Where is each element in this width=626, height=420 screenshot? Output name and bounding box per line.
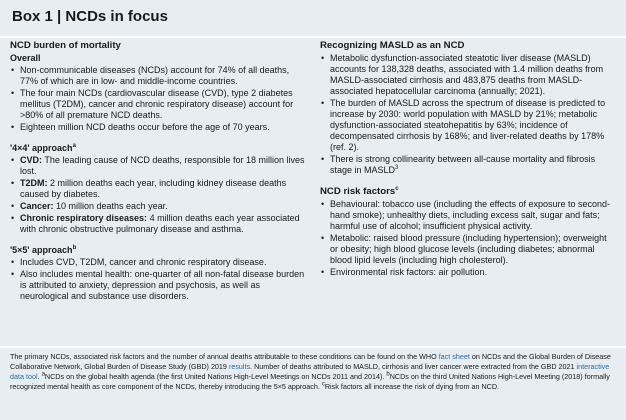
footnote-text: Risk factors all increase the risk of dying from an NCD.	[324, 382, 500, 391]
subhead-5x5-text: '5×5' approach	[10, 245, 73, 255]
subhead-4x4	[10, 143, 306, 154]
footnote-marker-a: a	[72, 143, 76, 149]
list-item: • Environmental risk factors: air pollution.	[330, 267, 616, 278]
item-text: 4 million deaths each year associated with chronic obstructive pulmonary disease and asthma.	[20, 213, 300, 234]
footnote-text: on NCDs and the Global Burden of Disease Collaborative Network, Global Burden of Disease Study (GBD) 2019	[10, 352, 611, 371]
box-label: Box 1	[12, 8, 53, 25]
footnote-text: NCDs on the third United Nations High-Level Meeting (2018) formally recognized mental health as core component of the NCDs, thereby introducing the 5×5 approach.	[10, 372, 610, 391]
item-text: The leading cause of NCD deaths, responsible for 18 million lives lost.	[20, 155, 305, 176]
box-footnote	[0, 346, 626, 420]
four-by-four-list	[10, 155, 306, 235]
list-item: • Non-communicable diseases (NCDs) account for 74% of all deaths, 77% of which are in low- and middle-income countries.	[20, 65, 306, 87]
footnote-text: The primary NCDs, associated risk factors and the number of annual deaths attributable to these conditions can be found on the WHO	[10, 352, 439, 361]
risk-factors-list	[320, 199, 616, 278]
section-title-mortality: NCD burden of mortality	[10, 40, 121, 51]
overall-list	[10, 65, 306, 133]
interactive-data-tool-link[interactable]: interactive data tool	[10, 362, 610, 381]
footnote-marker-c: c	[321, 381, 325, 388]
box-header	[0, 0, 626, 36]
subhead-5x5	[10, 245, 306, 256]
subhead-overall: Overall	[10, 53, 41, 63]
list-item: • Metabolic dysfunction-associated steatotic liver disease (MASLD) accounts for 138,328 deaths, associated with 1.4 million deaths from MASLD-associated cirrhosis and 483,875 deaths from MASLD-associated hepatocellular carcinoma (annually; 2021).	[330, 53, 616, 97]
footnote-text: NCDs on the global health agenda (the first United Nations High-Level Meetings on NCDs 2011 and 2014).	[44, 372, 387, 381]
five-by-five-list	[10, 257, 306, 302]
list-item: • Eighteen million NCD deaths occur before the age of 70 years.	[20, 122, 306, 133]
list-item	[330, 154, 616, 176]
list-item	[20, 201, 306, 212]
list-item: • The four main NCDs (cardiovascular disease (CVD), type 2 diabetes mellitus (T2DM), cancer and chronic respiratory disease) account for >80% of all premature NCD deaths.	[20, 88, 306, 121]
footnote-text: .	[37, 372, 42, 381]
title-separator: |	[57, 8, 62, 25]
item-lead: Cancer:	[20, 201, 54, 211]
footnote-marker-c: c	[395, 185, 399, 192]
list-item: • Behavioural: tobacco use (including the effects of exposure to second-hand smoke); unhealthy diets, including excess salt, sugar and fats; harmful use of alcohol; insufficient physical activity.	[330, 199, 616, 232]
header-divider	[0, 36, 626, 38]
item-text: 2 million deaths each year, including kidney disease deaths caused by diabetes.	[20, 178, 287, 199]
box-heading: NCDs in focus	[65, 8, 168, 25]
item-lead: Chronic respiratory diseases:	[20, 213, 148, 223]
item-lead: T2DM:	[20, 178, 48, 188]
reference-marker: 3	[395, 165, 399, 171]
left-column	[10, 40, 306, 303]
list-item: • Also includes mental health: one-quarter of all non-fatal disease burden is attributed to anxiety, depression and psychosis, as well as neurological and substance use disorders.	[20, 269, 306, 302]
fact-sheet-link[interactable]: fact sheet	[438, 352, 470, 361]
section-title-masld: Recognizing MASLD as an NCD	[320, 40, 465, 51]
right-column	[320, 40, 616, 279]
list-item: • Metabolic: raised blood pressure (including hypertension); overweight or obesity; high blood glucose levels (including diabetes; abnormal blood lipid levels (including high cholesterol).	[330, 233, 616, 266]
footnote-marker-b: b	[72, 245, 77, 251]
risk-heading-text: NCD risk factors	[320, 186, 396, 197]
list-item	[20, 155, 306, 177]
item-text: 10 million deaths each year.	[53, 201, 168, 211]
results-link[interactable]: results	[228, 362, 251, 371]
section-title-risk-factors	[320, 186, 616, 197]
footnote-marker-b: b	[386, 371, 390, 378]
list-item	[20, 213, 306, 235]
box-title	[12, 8, 168, 25]
list-item: • Includes CVD, T2DM, cancer and chronic respiratory disease.	[20, 257, 306, 268]
list-item: • The burden of MASLD across the spectrum of disease is predicted to increase by 2030: world population with MASLD by 21%; metabolic dysfunction-associated steatohepatitis by 63%; incidence of decompensated cirrhosis by 168%; and liver-related deaths by 178% (ref. 2).	[330, 98, 616, 153]
list-item	[20, 178, 306, 200]
subhead-4x4-text: '4×4' approach	[10, 143, 73, 153]
item-text: There is strong collinearity between all-cause mortality and fibrosis stage in MASLD	[330, 154, 596, 175]
footnote-marker-a: a	[41, 371, 45, 378]
footnote-text: . Number of deaths attributed to MASLD, cirrhosis and liver cancer were extracted from the GBD 2021	[250, 362, 577, 371]
masld-list	[320, 53, 616, 176]
item-lead: CVD:	[20, 155, 42, 165]
